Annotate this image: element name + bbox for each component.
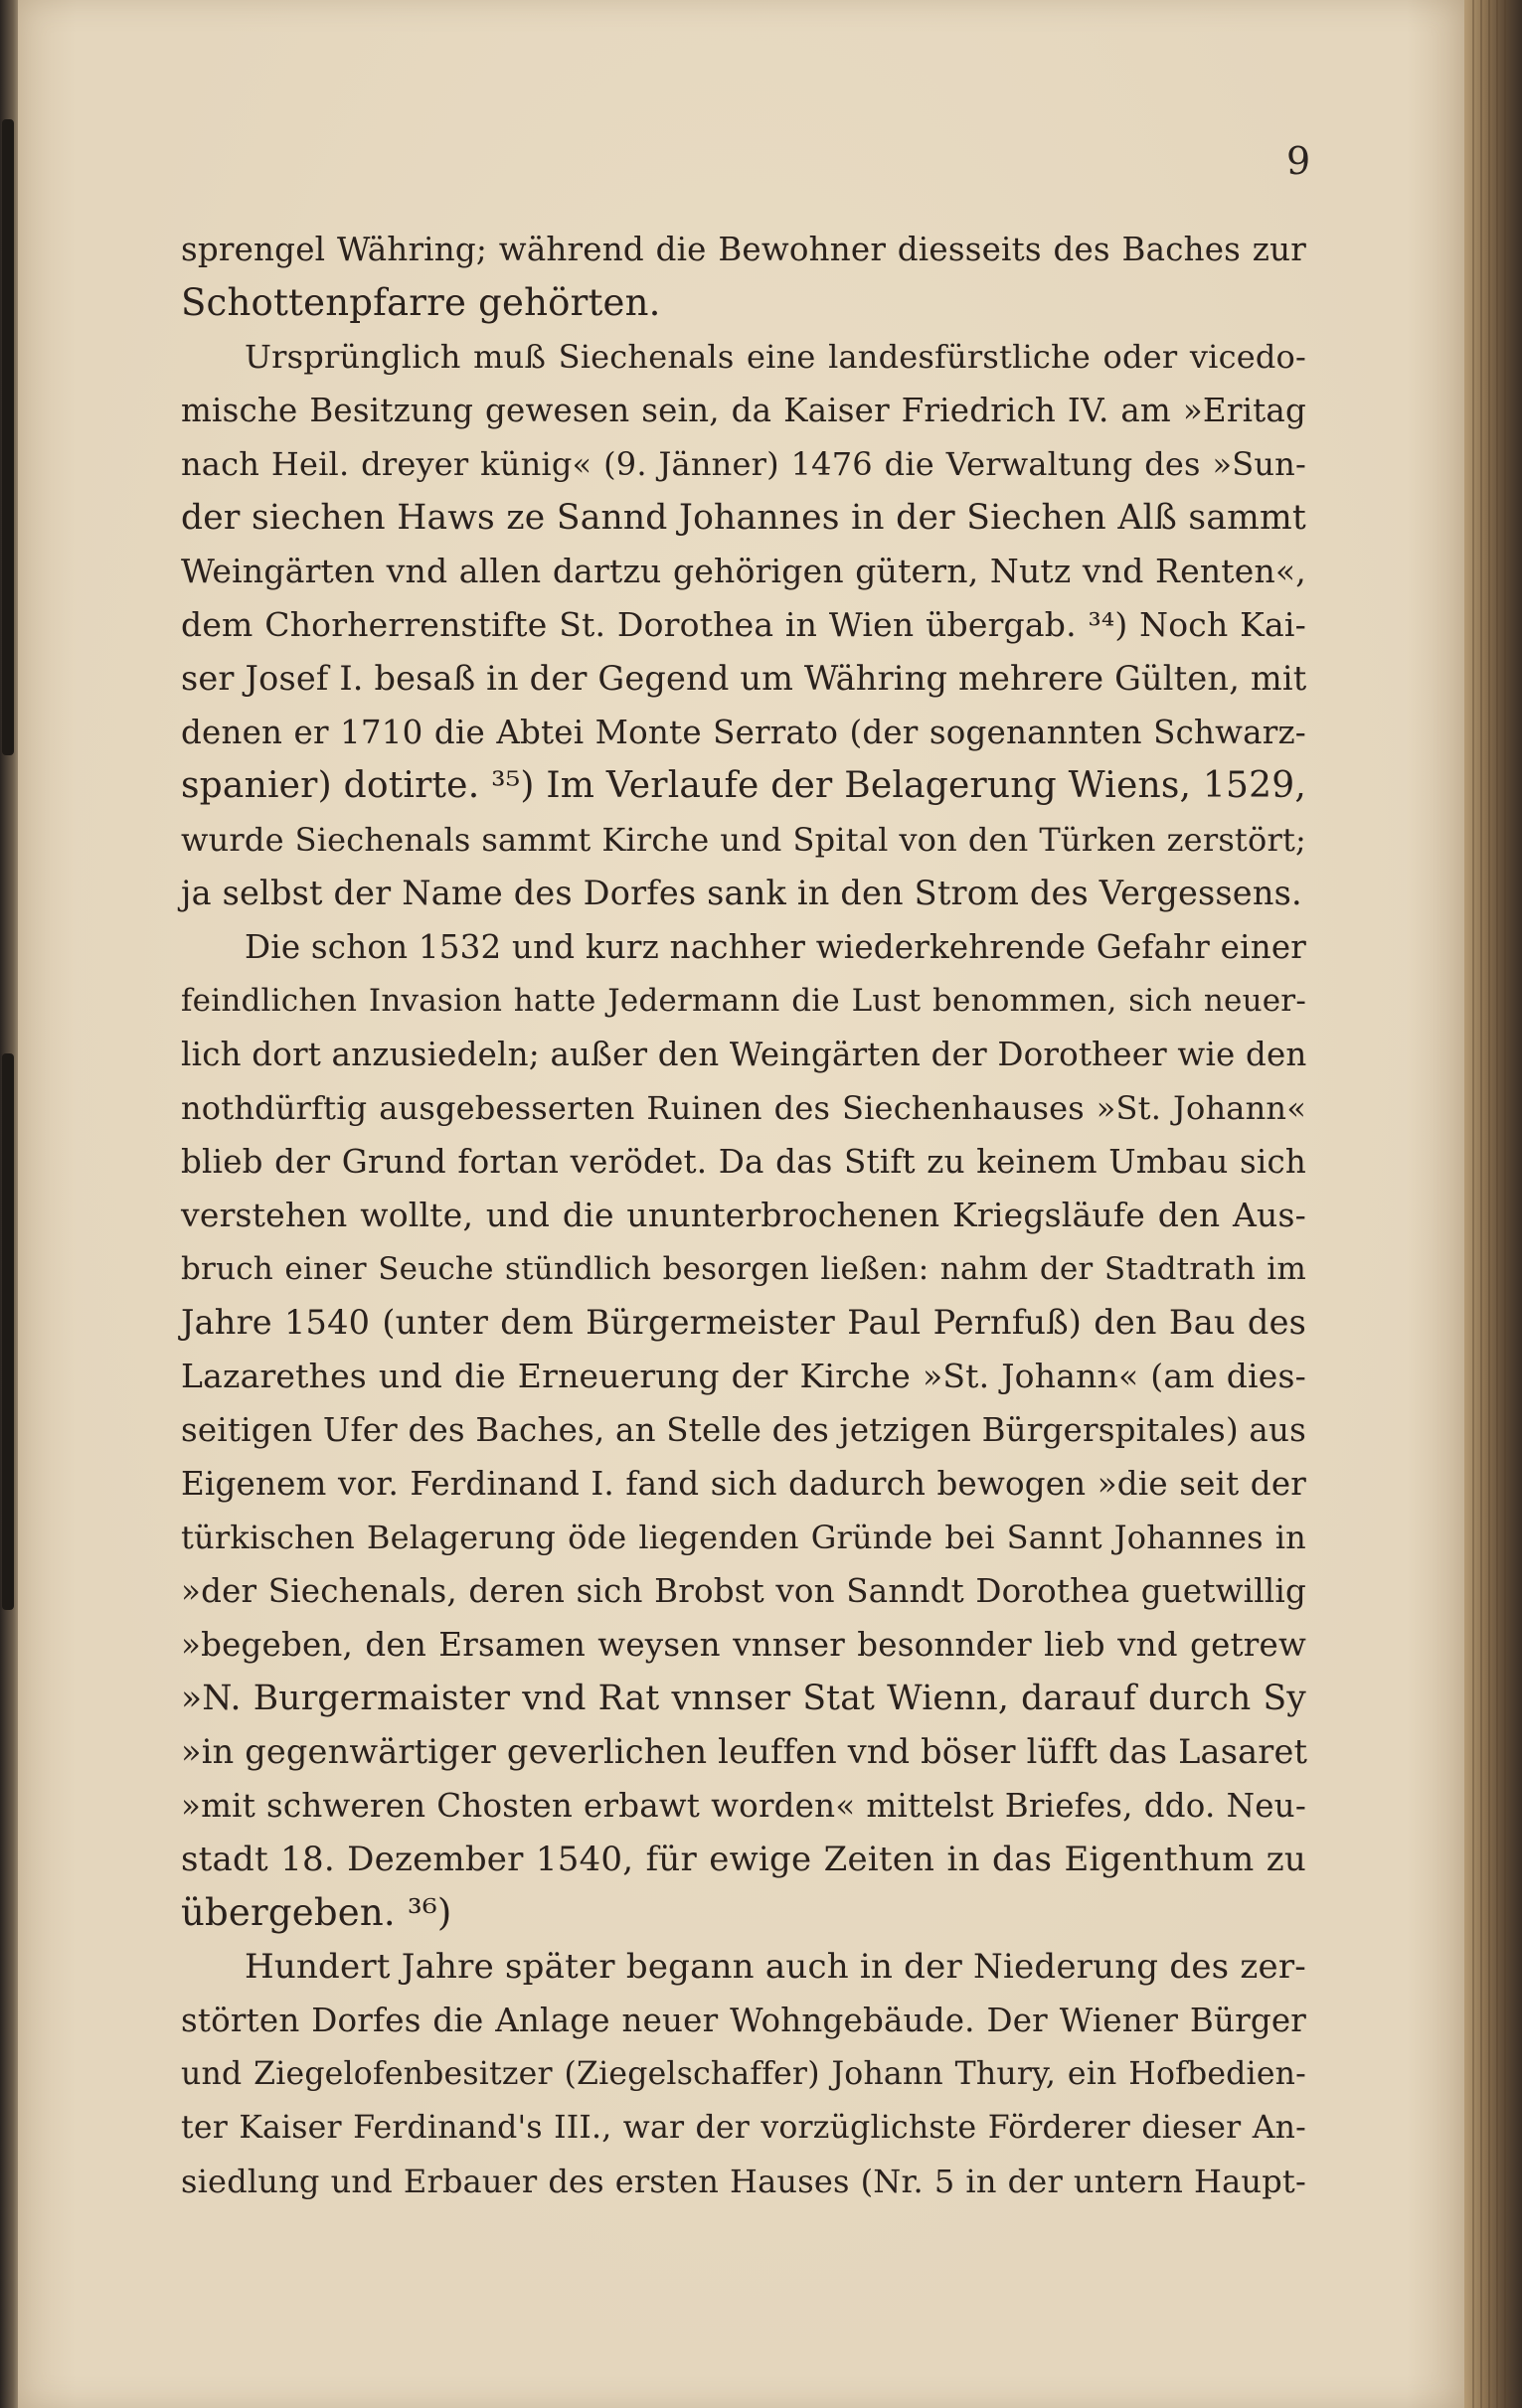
text-line: türkischen Belagerung öde liegenden Gründe bei Sannt Johannes in — [181, 1519, 1306, 1556]
text-line: Hundert Jahre später begann auch in der Niederung des zer- — [245, 1947, 1306, 1987]
text-line: nach Heil. dreyer künig« (9. Jänner) 1476 die Verwaltung des »Sun- — [181, 445, 1306, 483]
binding-clip-top — [2, 119, 14, 755]
text-line: Schottenpfarre gehörten. — [181, 281, 661, 324]
text-line: blieb der Grund fortan verödet. Da das Stift zu keinem Umbau sich — [181, 1143, 1306, 1181]
text-line: »begeben, den Ersamen weysen vnnser besonnder lieb vnd getrew — [181, 1626, 1306, 1664]
text-line: bruch einer Seuche stündlich besorgen ließen: nahm der Stadtrath im — [181, 1251, 1306, 1287]
text-line: lich dort anzusiedeln; außer den Weingärten der Dorotheer wie den — [181, 1036, 1307, 1073]
page-edges — [1464, 0, 1522, 2408]
text-line: mische Besitzung gewesen sein, da Kaiser Friedrich IV. am »Eritag — [181, 392, 1306, 429]
page-number: 9 — [1286, 139, 1311, 183]
text-line: spanier) dotirte. ³⁵) Im Verlaufe der Belagerung Wiens, 1529, — [181, 765, 1306, 806]
text-line: feindlichen Invasion hatte Jedermann die Lust benommen, sich neuer- — [181, 983, 1306, 1019]
text-line: stadt 18. Dezember 1540, für ewige Zeiten in das Eigenthum zu — [181, 1840, 1306, 1879]
text-line: ser Josef I. besaß in der Gegend um Währing mehrere Gülten, mit — [181, 659, 1307, 698]
text-line: »mit schweren Chosten erbawt worden« mittelst Briefes, ddo. Neu- — [181, 1787, 1306, 1825]
text-line: ja selbst der Name des Dorfes sank in den Strom des Vergessens. — [181, 874, 1302, 912]
binding-clip-bottom — [2, 1053, 14, 1610]
body-text — [181, 223, 1306, 2208]
text-line: »in gegenwärtiger geverlichen leuffen vnd böser lüfft das Lasaret — [181, 1732, 1308, 1771]
text-line: Die schon 1532 und kurz nachher wiederkehrende Gefahr einer — [245, 928, 1306, 966]
text-line: siedlung und Erbauer des ersten Hauses (Nr. 5 in der untern Haupt- — [181, 2163, 1306, 2200]
text-line: Lazarethes und die Erneuerung der Kirche »St. Johann« (am dies- — [181, 1357, 1306, 1395]
text-line: dem Chorherrenstifte St. Dorothea in Wien übergab. ³⁴) Noch Kai- — [181, 605, 1306, 644]
text-line: Ursprünglich muß Siechenals eine landesfürstliche oder vicedo- — [245, 338, 1306, 376]
book-page — [18, 0, 1464, 2408]
text-line: Eigenem vor. Ferdinand I. fand sich dadurch bewogen »die seit der — [181, 1465, 1306, 1503]
text-line: sprengel Währing; während die Bewohner diesseits des Baches zur — [181, 231, 1306, 268]
text-line: störten Dorfes die Anlage neuer Wohngebäude. Der Wiener Bürger — [181, 2002, 1306, 2039]
text-line: Weingärten vnd allen dartzu gehörigen gütern, Nutz vnd Renten«, — [181, 552, 1306, 590]
text-line: seitigen Ufer des Baches, an Stelle des jetzigen Bürgerspitales) aus — [181, 1411, 1306, 1449]
text-line: verstehen wollte, und die ununterbrochenen Kriegsläufe den Aus- — [181, 1196, 1306, 1234]
text-line: Jahre 1540 (unter dem Bürgermeister Paul Pernfuß) den Bau des — [181, 1303, 1306, 1342]
text-line: »N. Burgermaister vnd Rat vnnser Stat Wienn, darauf durch Sy — [181, 1679, 1306, 1718]
text-line: wurde Siechenals sammt Kirche und Spital von den Türken zerstört; — [181, 821, 1306, 859]
text-line: »der Siechenals, deren sich Brobst von Sanndt Dorothea guetwillig — [181, 1572, 1306, 1610]
text-line: denen er 1710 die Abtei Monte Serrato (der sogenannten Schwarz- — [181, 714, 1306, 751]
text-line: und Ziegelofenbesitzer (Ziegelschaffer) Johann Thury, ein Hofbedien- — [181, 2056, 1306, 2092]
text-line: nothdürftig ausgebesserten Ruinen des Siechenhauses »St. Johann« — [181, 1089, 1306, 1127]
text-line: ter Kaiser Ferdinand's III., war der vorzüglichste Förderer dieser An- — [181, 2110, 1306, 2146]
text-line: übergeben. ³⁶) — [181, 1891, 452, 1934]
text-line: der siechen Haws ze Sannd Johannes in der Siechen Alß sammt — [181, 498, 1306, 538]
